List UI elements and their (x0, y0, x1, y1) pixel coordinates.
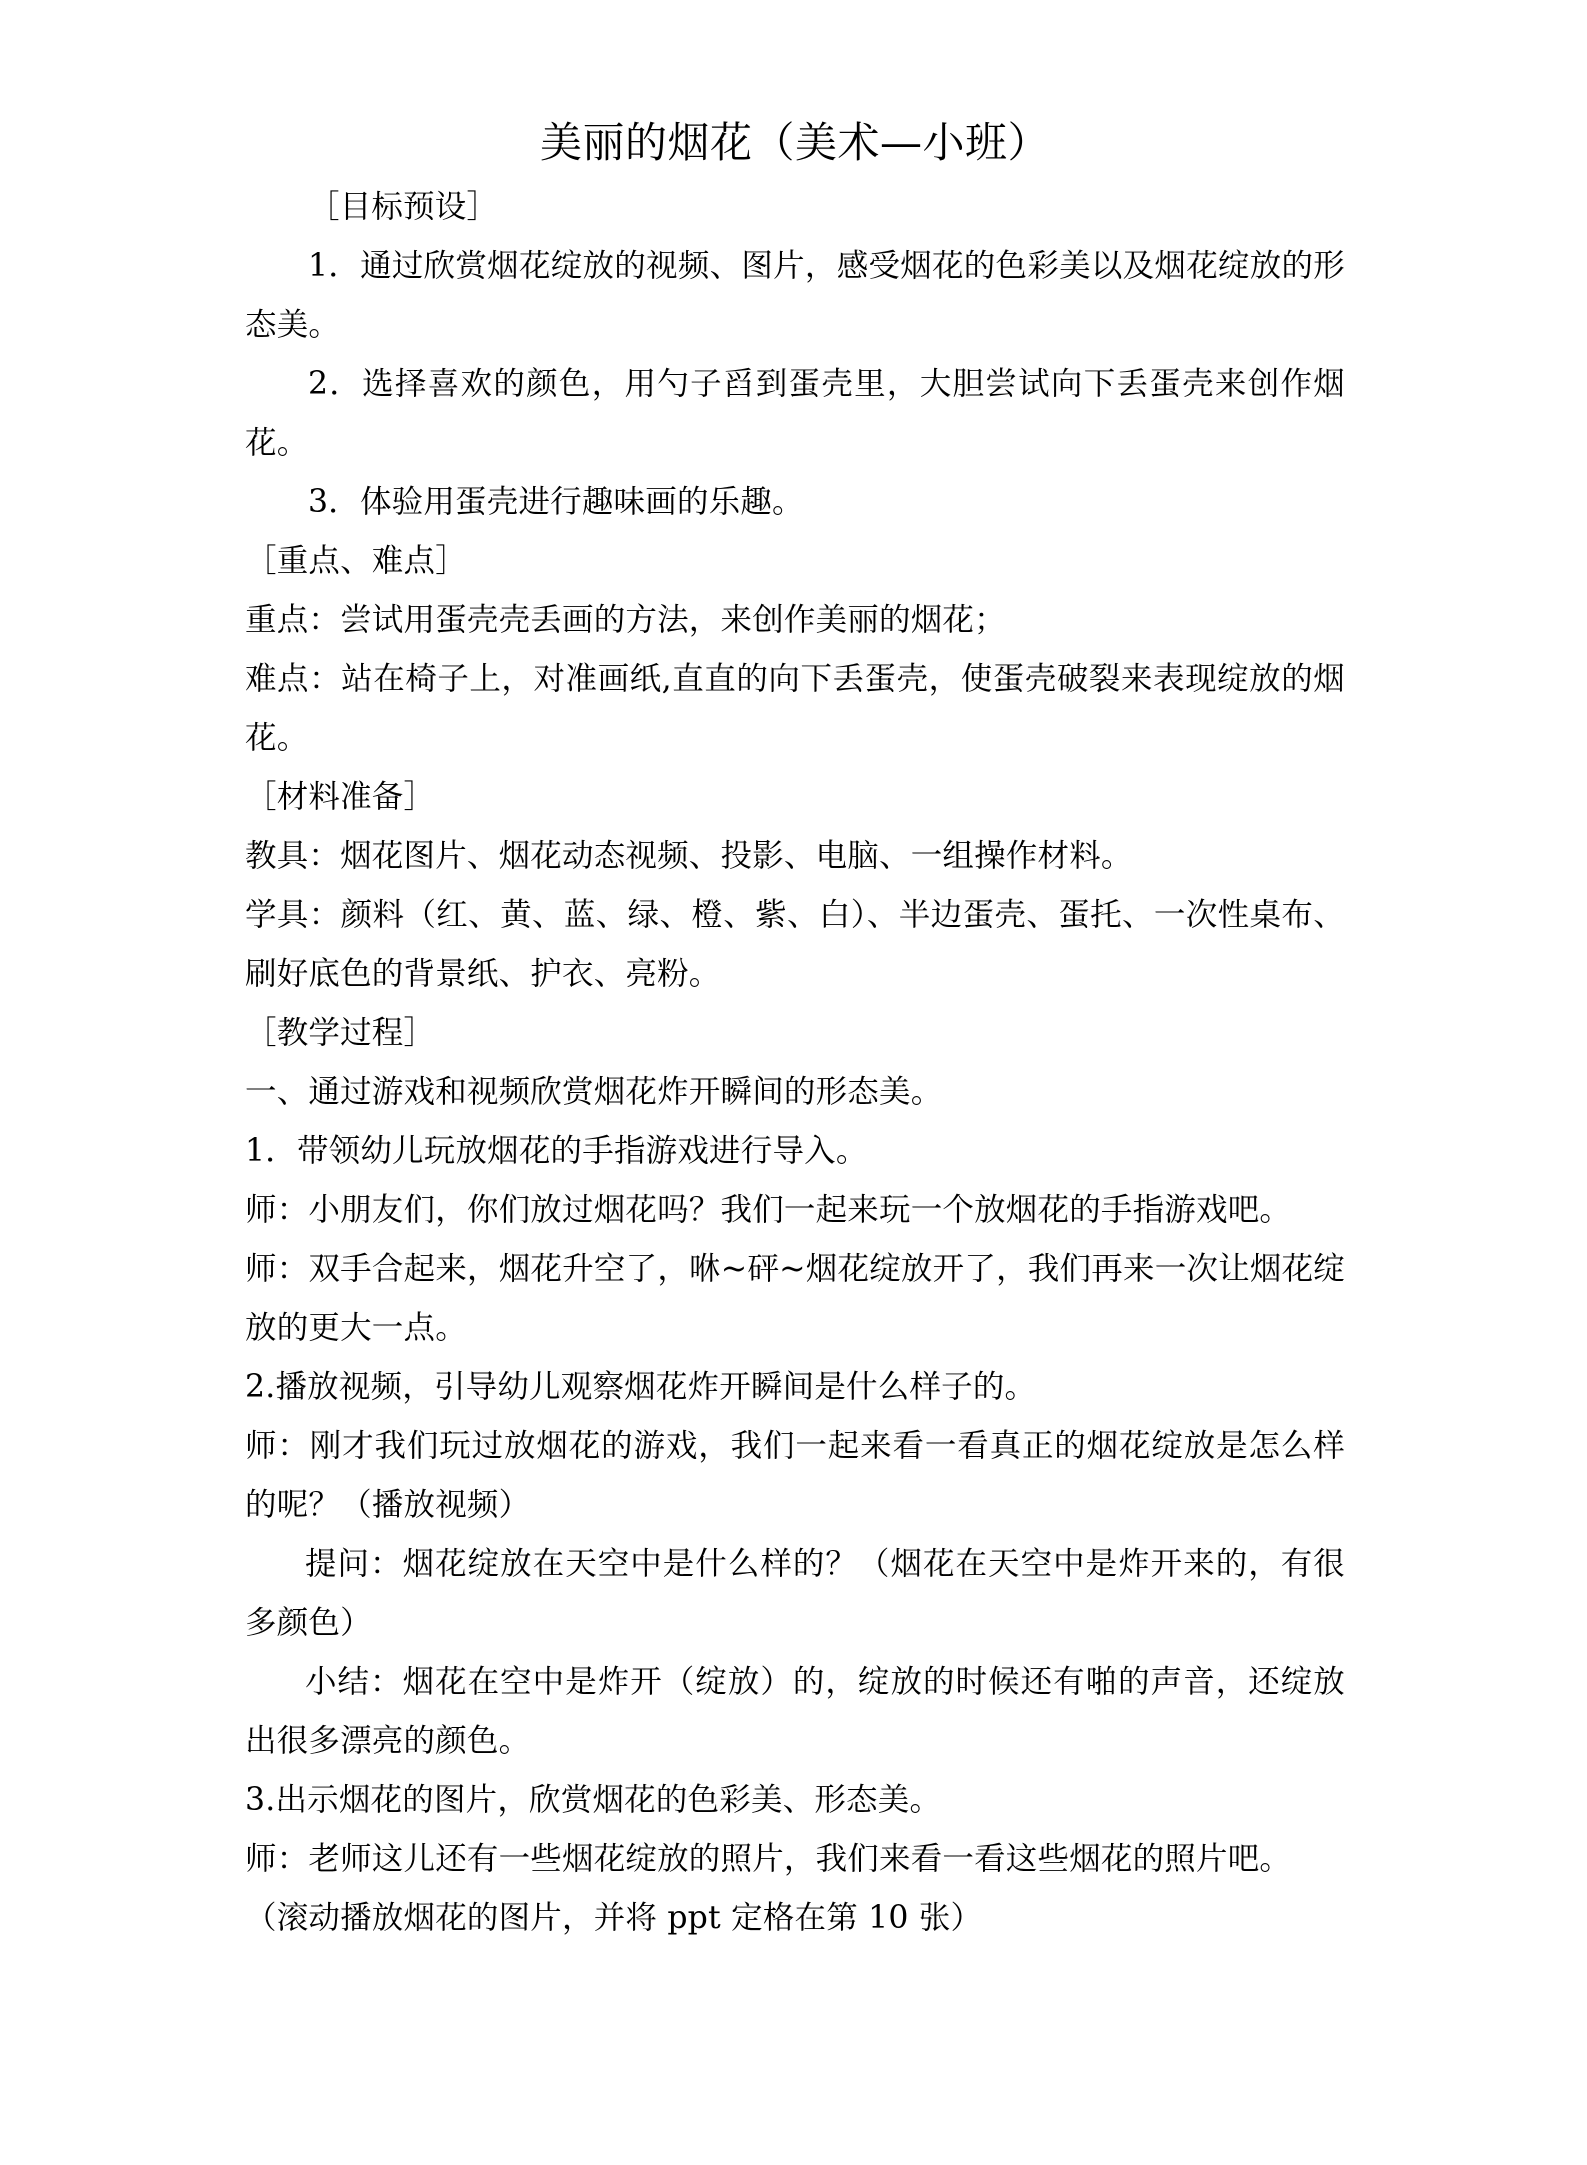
document-body (245, 0, 1345, 1948)
teacher-dialogue-3: 师：刚才我们玩过放烟花的游戏，我们一起来看一看真正的烟花绽放是怎么样的呢？（播放视频） (245, 1428, 1345, 1524)
process-step-3: 3.出示烟花的图片，欣赏烟花的色彩美、形态美。 (245, 1782, 942, 1819)
question-text-1: 提问：烟花绽放在天空中是什么样的？（烟花在天空中是炸开来的，有很多颜色） (245, 1546, 1345, 1642)
process-step-1: 1．带领幼儿玩放烟花的手指游戏进行导入。 (245, 1133, 868, 1170)
key-point-text: 重点：尝试用蛋壳壳丢画的方法，来创作美丽的烟花； (245, 602, 1006, 639)
playback-note: （滚动播放烟花的图片，并将 ppt 定格在第 10 张） (245, 1900, 983, 1937)
materials-teacher-text: 教具：烟花图片、烟花动态视频、投影、电脑、一组操作材料。 (245, 838, 1133, 875)
page-title: 美丽的烟花（美术—小班） (539, 118, 1050, 167)
goal-item-3: 3．体验用蛋壳进行趣味画的乐趣。 (308, 484, 804, 521)
section-heading-goals: ［目标预设］ (308, 189, 499, 226)
goal-item-2: 2．选择喜欢的颜色，用勺子舀到蛋壳里，大胆尝试向下丢蛋壳来创作烟花。 (245, 366, 1345, 462)
process-section-one: 一、通过游戏和视频欣赏烟花炸开瞬间的形态美。 (245, 1074, 943, 1111)
teacher-dialogue-4: 师：老师这儿还有一些烟花绽放的照片，我们来看一看这些烟花的照片吧。 (245, 1841, 1292, 1878)
section-heading-key-difficult: ［重点、难点］ (245, 543, 467, 580)
summary-text-1: 小结：烟花在空中是炸开（绽放）的，绽放的时候还有啪的声音，还绽放出很多漂亮的颜色。 (245, 1664, 1345, 1760)
difficult-point-text: 难点：站在椅子上，对准画纸,直直的向下丢蛋壳，使蛋壳破裂来表现绽放的烟花。 (245, 661, 1345, 757)
goal-item-1: 1．通过欣赏烟花绽放的视频、图片，感受烟花的色彩美以及烟花绽放的形态美。 (245, 248, 1345, 344)
section-heading-process: ［教学过程］ (245, 1015, 436, 1052)
teacher-dialogue-1: 师：小朋友们，你们放过烟花吗？我们一起来玩一个放烟花的手指游戏吧。 (245, 1192, 1292, 1229)
section-heading-materials: ［材料准备］ (245, 779, 436, 816)
teacher-dialogue-2: 师：双手合起来，烟花升空了，咻~砰~烟花绽放开了，我们再来一次让烟花绽放的更大一点。 (245, 1251, 1345, 1347)
process-step-2: 2.播放视频，引导幼儿观察烟花炸开瞬间是什么样子的。 (245, 1369, 1037, 1406)
materials-student-text: 学具：颜料（红、黄、蓝、绿、橙、紫、白）、半边蛋壳、蛋托、一次性桌布、刷好底色的背景纸、护衣、亮粉。 (245, 897, 1345, 993)
